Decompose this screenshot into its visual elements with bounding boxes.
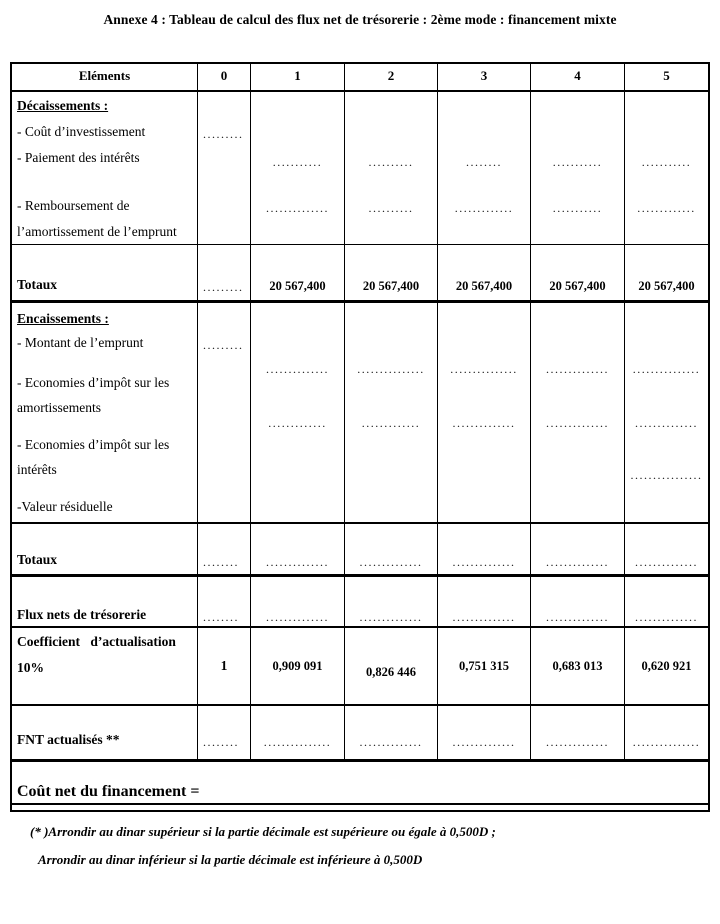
totaux2-cell-year-5 bbox=[624, 524, 708, 574]
fnt-cell-year-1 bbox=[250, 706, 344, 759]
fnt-cell-year-0 bbox=[197, 706, 250, 759]
header-cell-year-4: 4 bbox=[530, 64, 624, 90]
coefficient-value: 1 bbox=[220, 658, 228, 673]
line-cout-investissement: - Coût d’investissement bbox=[17, 124, 146, 139]
coef-cell-year-1 bbox=[250, 628, 344, 704]
line-economies-amortissements-2: amortissements bbox=[17, 400, 101, 415]
dots-placeholder: ............... bbox=[632, 362, 701, 376]
enc-cell-year-5 bbox=[624, 303, 708, 522]
footnote-line-1: (* )Arrondir au dinar supérieur si la partie décimale est supérieure ou égale à 0,500D ; bbox=[30, 824, 496, 839]
header-cell-elements: Eléments bbox=[78, 68, 131, 83]
line-economies-interets-1: - Economies d’impôt sur les bbox=[17, 437, 170, 452]
row-totaux-decaissements bbox=[12, 244, 708, 300]
coefficient-label-line2: 10% bbox=[17, 660, 44, 675]
totaux2-cell-year-1 bbox=[250, 524, 344, 574]
dots-placeholder: ........... bbox=[552, 155, 603, 169]
dots-placeholder: .............. bbox=[266, 362, 329, 376]
dots-placeholder: .............. bbox=[359, 735, 423, 749]
dots-placeholder: ........... bbox=[641, 155, 692, 169]
totaux1-cell-year-4 bbox=[530, 245, 624, 300]
dots-placeholder: ........ bbox=[203, 735, 239, 749]
fnt-cell-year-4 bbox=[530, 706, 624, 759]
dots-placeholder: ............... bbox=[632, 735, 701, 749]
dots-placeholder: ............... bbox=[357, 362, 425, 376]
flux-cell-year-4 bbox=[530, 577, 624, 626]
line-paiement-interets: - Paiement des intérêts bbox=[17, 150, 140, 165]
coefficient-value: 0,751 315 bbox=[459, 659, 509, 673]
flux-label: Flux nets de trésorerie bbox=[17, 607, 147, 622]
dots-placeholder: .............. bbox=[546, 362, 609, 376]
coef-cell-year-5 bbox=[624, 628, 708, 704]
dots-placeholder: .......... bbox=[368, 201, 414, 215]
enc-cell-year-0 bbox=[197, 303, 250, 522]
dots-placeholder: .............. bbox=[546, 416, 609, 430]
totaux1-label-cell bbox=[12, 245, 197, 300]
dec-cell-year-0 bbox=[197, 92, 250, 244]
dots-placeholder: .............. bbox=[546, 555, 609, 569]
table-header-row bbox=[12, 64, 708, 90]
coef-cell-year-3 bbox=[437, 628, 530, 704]
totaux1-cell-year-0 bbox=[197, 245, 250, 300]
dots-placeholder: ........... bbox=[552, 201, 603, 215]
coefficient-label-cell bbox=[12, 628, 197, 704]
header-cell-year-5: 5 bbox=[624, 64, 708, 90]
header-cell-year-1: 1 bbox=[250, 64, 344, 90]
dots-placeholder: .............. bbox=[635, 416, 698, 430]
dots-placeholder: .............. bbox=[635, 555, 698, 569]
dots-placeholder: ............. bbox=[454, 201, 514, 215]
totaux1-cell-year-1 bbox=[250, 245, 344, 300]
flux-cell-year-0 bbox=[197, 577, 250, 626]
coefficient-value: 0,909 091 bbox=[272, 659, 323, 673]
coef-cell-year-4 bbox=[530, 628, 624, 704]
dots-placeholder: ........... bbox=[272, 155, 323, 169]
dots-placeholder: .............. bbox=[546, 735, 609, 749]
row-totaux-encaissements bbox=[12, 522, 708, 574]
dots-placeholder: ................ bbox=[630, 468, 703, 482]
enc-cell-year-3 bbox=[437, 303, 530, 522]
dots-placeholder: .............. bbox=[359, 610, 423, 624]
coefficient-value: 0,683 013 bbox=[552, 659, 603, 673]
decaissements-heading: Décaissements : bbox=[17, 98, 109, 113]
fnt-label: FNT actualisés ** bbox=[17, 732, 120, 747]
totaux-value: 20 567,400 bbox=[455, 279, 513, 293]
coef-cell-year-2 bbox=[344, 628, 437, 704]
enc-cell-year-4 bbox=[530, 303, 624, 522]
flux-cell-year-3 bbox=[437, 577, 530, 626]
dots-placeholder: ........ bbox=[203, 610, 239, 624]
dots-placeholder: ........ bbox=[203, 555, 239, 569]
flux-cell-year-2 bbox=[344, 577, 437, 626]
totaux2-cell-year-2 bbox=[344, 524, 437, 574]
dots-placeholder: .............. bbox=[359, 555, 423, 569]
dots-placeholder: .............. bbox=[635, 610, 698, 624]
cashflow-table bbox=[10, 62, 710, 812]
dots-placeholder: .............. bbox=[452, 735, 516, 749]
header-cell-year-2: 2 bbox=[344, 64, 437, 90]
dots-placeholder: ........ bbox=[466, 155, 502, 169]
row-flux-nets bbox=[12, 574, 708, 626]
dec-cell-year-4 bbox=[530, 92, 624, 244]
dots-placeholder: .............. bbox=[452, 416, 516, 430]
dots-placeholder: ............. bbox=[268, 416, 327, 430]
dots-placeholder: ............. bbox=[637, 201, 696, 215]
encaissements-label-cell bbox=[12, 303, 197, 522]
dots-placeholder: .............. bbox=[266, 555, 329, 569]
section-decaissements bbox=[12, 90, 708, 244]
enc-cell-year-1 bbox=[250, 303, 344, 522]
line-economies-interets-2: intérêts bbox=[17, 462, 57, 477]
totaux1-cell-year-5 bbox=[624, 245, 708, 300]
totaux1-cell-year-2 bbox=[344, 245, 437, 300]
dec-cell-year-3 bbox=[437, 92, 530, 244]
line-montant-emprunt: - Montant de l’emprunt bbox=[17, 335, 144, 350]
dec-cell-year-5 bbox=[624, 92, 708, 244]
dots-placeholder: ......... bbox=[203, 338, 244, 352]
totaux-value: 20 567,400 bbox=[638, 279, 695, 293]
dec-cell-year-2 bbox=[344, 92, 437, 244]
totaux-label: Totaux bbox=[17, 277, 58, 292]
dots-placeholder: .............. bbox=[266, 610, 329, 624]
encaissements-heading: Encaissements : bbox=[17, 311, 109, 326]
dots-placeholder: ............... bbox=[263, 735, 332, 749]
dots-placeholder: .............. bbox=[546, 610, 609, 624]
dots-placeholder: ............... bbox=[450, 362, 518, 376]
fnt-cell-year-3 bbox=[437, 706, 530, 759]
decaissements-label-cell bbox=[12, 92, 197, 244]
totaux2-cell-year-4 bbox=[530, 524, 624, 574]
line-remboursement-2: l’amortissement de l’emprunt bbox=[17, 224, 177, 239]
line-remboursement-1: - Remboursement de bbox=[17, 198, 130, 213]
bottom-strip bbox=[12, 803, 708, 810]
dots-placeholder: .............. bbox=[266, 201, 329, 215]
fnt-label-cell bbox=[12, 706, 197, 759]
dots-placeholder: .............. bbox=[452, 610, 516, 624]
coefficient-label-line1: Coefficient d’actualisation bbox=[17, 634, 176, 649]
flux-cell-year-5 bbox=[624, 577, 708, 626]
row-coefficient-actualisation bbox=[12, 626, 708, 704]
totaux-value: 20 567,400 bbox=[362, 279, 420, 293]
row-fnt-actualises bbox=[12, 704, 708, 759]
header-cell-year-3: 3 bbox=[437, 64, 530, 90]
totaux-label: Totaux bbox=[17, 552, 58, 567]
line-valeur-residuelle: -Valeur résiduelle bbox=[17, 499, 113, 514]
dec-cell-year-1 bbox=[250, 92, 344, 244]
line-economies-amortissements-1: - Economies d’impôt sur les bbox=[17, 375, 170, 390]
dots-placeholder: .............. bbox=[452, 555, 516, 569]
row-cout-net-financement bbox=[12, 759, 708, 803]
dots-placeholder: .......... bbox=[368, 155, 414, 169]
totaux1-cell-year-3 bbox=[437, 245, 530, 300]
footnote-line-2: Arrondir au dinar inférieur si la partie décimale est inférieure à 0,500D bbox=[38, 852, 423, 867]
cout-net-label: Coût net du financement = bbox=[17, 783, 200, 800]
totaux-value: 20 567,400 bbox=[549, 279, 606, 293]
fnt-cell-year-5 bbox=[624, 706, 708, 759]
document-title: Annexe 4 : Tableau de calcul des flux net de trésorerie : 2ème mode : financement mixte bbox=[103, 12, 617, 27]
dots-placeholder: ............. bbox=[361, 416, 421, 430]
totaux2-label-cell bbox=[12, 524, 197, 574]
coefficient-value: 0,826 446 bbox=[366, 665, 416, 679]
dots-placeholder: ......... bbox=[203, 127, 244, 141]
dots-placeholder: ......... bbox=[203, 280, 244, 294]
flux-label-cell bbox=[12, 577, 197, 626]
coefficient-value: 0,620 921 bbox=[641, 659, 692, 673]
flux-cell-year-1 bbox=[250, 577, 344, 626]
fnt-cell-year-2 bbox=[344, 706, 437, 759]
header-cell-year-0: 0 bbox=[197, 64, 250, 90]
totaux2-cell-year-3 bbox=[437, 524, 530, 574]
totaux-value: 20 567,400 bbox=[269, 279, 326, 293]
footnotes bbox=[30, 818, 496, 874]
enc-cell-year-2 bbox=[344, 303, 437, 522]
coef-cell-year-0 bbox=[197, 628, 250, 704]
totaux2-cell-year-0 bbox=[197, 524, 250, 574]
section-encaissements bbox=[12, 300, 708, 522]
